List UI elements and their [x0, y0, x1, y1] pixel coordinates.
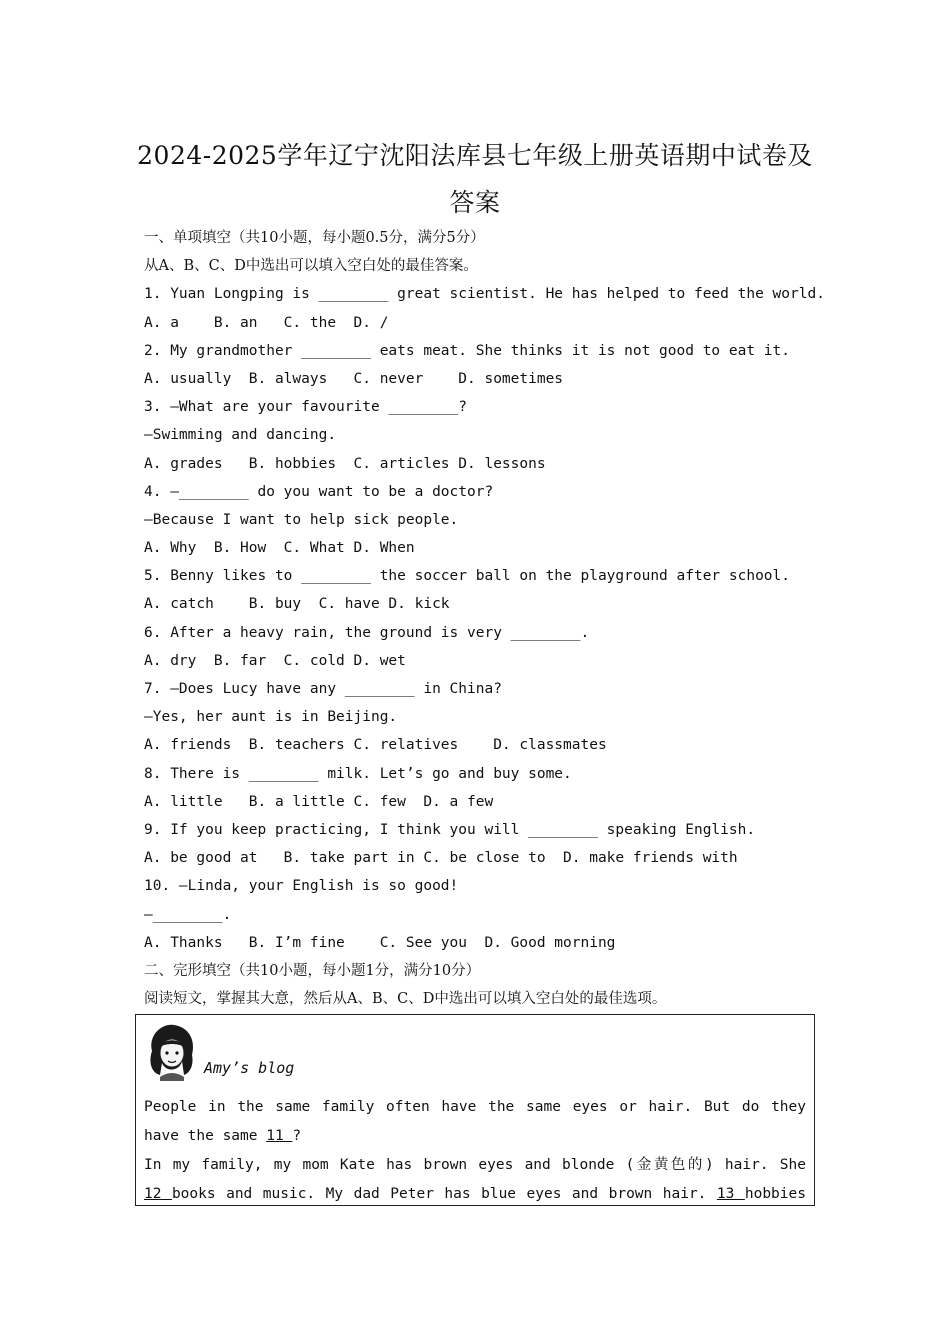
section-1-heading: 一、单项填空（共10小题，每小题0.5分，满分5分）	[144, 230, 485, 246]
question-3-reply: —Swimming and dancing.	[144, 427, 337, 444]
question-4-reply: —Because I want to help sick people.	[144, 511, 459, 528]
question-2: 2. My grandmother ________ eats meat. She thinks it is not good to eat it.	[144, 342, 791, 359]
question-1: 1. Yuan Longping is ________ great scientist. He has helped to feed the world.	[144, 286, 825, 303]
question-7: 7. —Does Lucy have any ________ in China?	[144, 681, 502, 697]
blog-passage-box	[135, 1014, 815, 1206]
section-2-instructions: 阅读短文，掌握其大意，然后从A、B、C、D中选出可以填入空白处的最佳选项。	[144, 991, 667, 1008]
blog-text: books and music. My dad Peter has blue eyes and brown hair.	[171, 1186, 717, 1202]
blog-paragraph-1-line-2	[144, 1122, 806, 1151]
page-title-line1: 2024-2025学年辽宁沈阳法库县七年级上册英语期中试卷及	[137, 141, 813, 170]
question-10: 10. —Linda, your English is so good!	[144, 878, 459, 895]
question-6-options: A. dry B. far C. cold D. wet	[144, 652, 406, 669]
question-1-options: A. a B. an C. the D. /	[144, 314, 389, 331]
question-7-options: A. friends B. teachers C. relatives D. classmates	[144, 737, 607, 754]
girl-avatar-icon	[144, 1021, 200, 1081]
page-title-line2: 答案	[449, 188, 501, 217]
question-9: 9. If you keep practicing, I think you will ________ speaking English.	[144, 821, 756, 838]
question-list	[144, 224, 824, 1013]
blog-text: have the same	[144, 1128, 267, 1144]
question-5-options: A. catch B. buy C. have D. kick	[144, 596, 450, 613]
blank-12: 12	[144, 1186, 172, 1202]
question-6: 6. After a heavy rain, the ground is very ________.	[144, 624, 590, 641]
blank-11: 11	[266, 1128, 293, 1144]
question-10-options: A. Thanks B. I’m fine C. See you D. Good morning	[144, 934, 616, 951]
question-5: 5. Benny likes to ________ the soccer ball on the playground after school.	[144, 568, 791, 585]
question-8: 8. There is ________ milk. Let’s go and buy some.	[144, 765, 572, 782]
blog-paragraph-2-line-1: In my family, my mom Kate has brown eyes and blonde (金黄色的) hair. She	[144, 1157, 806, 1173]
section-1-instructions: 从A、B、C、D中选出可以填入空白处的最佳答案。	[144, 258, 478, 275]
question-4: 4. —________ do you want to be a doctor?	[144, 483, 494, 500]
blank-13: 13	[716, 1186, 745, 1202]
blog-text: hobbies	[744, 1186, 806, 1202]
blog-title: Amy’s blog	[204, 1059, 295, 1077]
section-2-heading: 二、完形填空（共10小题，每小题1分，满分10分）	[144, 962, 481, 979]
blog-paragraph-1-line-1: People in the same family often have the same eyes or hair. But do they	[144, 1099, 806, 1115]
question-2-options: A. usually B. always C. never D. sometimes	[144, 370, 564, 387]
question-3: 3. —What are your favourite ________?	[144, 399, 468, 416]
question-3-options: A. grades B. hobbies C. articles D. lessons	[144, 455, 546, 472]
question-9-options: A. be good at B. take part in C. be close to D. make friends with	[144, 850, 738, 867]
question-8-options: A. little B. a little C. few D. a few	[144, 793, 494, 810]
question-7-reply: —Yes, her aunt is in Beijing.	[144, 709, 398, 726]
blog-paragraph-2-line-2	[144, 1180, 806, 1209]
question-4-options: A. Why B. How C. What D. When	[144, 540, 415, 557]
blog-text: ?	[292, 1128, 302, 1144]
question-10-reply: —________.	[144, 906, 232, 923]
